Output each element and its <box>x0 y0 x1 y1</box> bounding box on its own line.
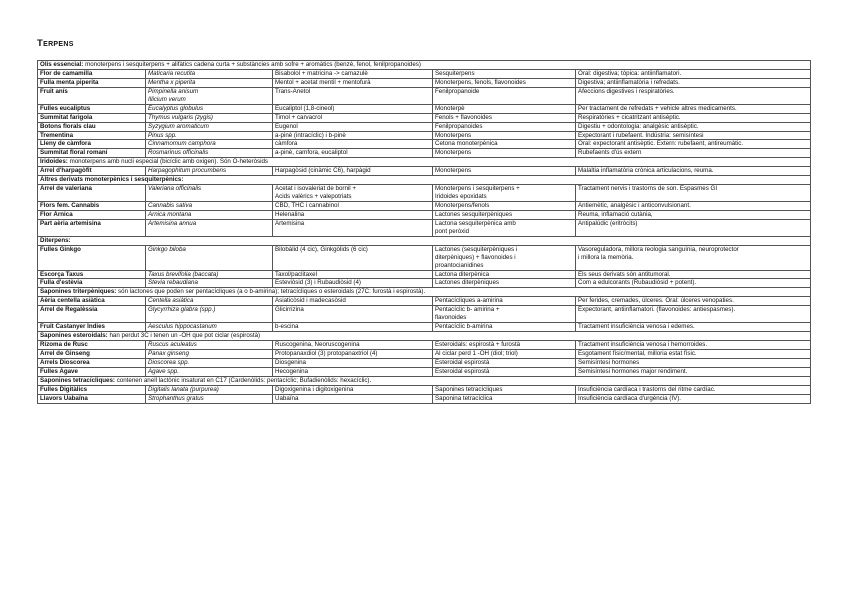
cell-latin-name: Ginkgo biloba <box>146 245 273 270</box>
cell-latin-name: Agave spp. <box>146 367 273 376</box>
cell-plant-part: Fulles Digitàlics <box>38 385 146 394</box>
cell-plant-part: Fruit anís <box>38 87 146 104</box>
cell-latin-name: Glycyrrhiza glabra (spp.) <box>146 306 273 323</box>
cell-uses: Expectorant i rubefaent. Indústria: semisíntesi <box>576 131 811 140</box>
cell-uses: Expectorant, antiinflamatori. (flavonoides: antiespasmes). <box>576 306 811 323</box>
section-header <box>38 332 811 341</box>
cell-compounds: Taxol/paclitaxel <box>273 270 433 279</box>
section-label: Saponines tetracícliques: <box>40 376 115 384</box>
section-label: Saponines esteroidals: <box>40 332 108 340</box>
cell-uses: Tractament insuficiència venosa i edemes. <box>576 323 811 332</box>
table-row <box>38 210 811 219</box>
cell-chemical-class: Pentacíclic b-amirina <box>433 323 576 332</box>
cell-plant-part: Llavors Uabaïna <box>38 394 146 403</box>
cell-latin-name: Ruscus aculeatus <box>146 341 273 350</box>
section-description: han perdut 3C i tenen un -OH que pot ciclar (espirostà) <box>107 332 261 340</box>
cell-plant-part: Flors fem. Cannabis <box>38 202 146 211</box>
cell-compounds: CBD, THC i cannabinol <box>273 202 433 211</box>
cell-plant-part: Botons florals clau <box>38 122 146 131</box>
cell-plant-part: Summitat floral romaní <box>38 149 146 158</box>
table-row <box>38 367 811 376</box>
cell-compounds: càmfora <box>273 140 433 149</box>
cell-compounds: Timol + carvacrol <box>273 113 433 122</box>
cell-plant-part: Fulla menta piperita <box>38 78 146 87</box>
cell-uses: Vasoreguladora, millora reologia sanguínia, neuroprotector i millora la memòria. <box>576 245 811 270</box>
cell-latin-name: Maticaria recutita <box>146 69 273 78</box>
section-row <box>38 61 811 70</box>
table-row <box>38 219 811 236</box>
cell-compounds: b-escina <box>273 323 433 332</box>
cell-chemical-class: Monoterpens <box>433 167 576 176</box>
cell-compounds: Mentol + acetat mentil + mentofurà <box>273 78 433 87</box>
cell-chemical-class: Monoterpens, fenols, flavonoides <box>433 78 576 87</box>
cell-plant-part: Fulla d'estèvia <box>38 279 146 288</box>
table-row <box>38 245 811 270</box>
table-row <box>38 341 811 350</box>
cell-uses: Tractament nervis i trastorns de son. Espasmes GI <box>576 185 811 202</box>
cell-latin-name: Dioscorea spp. <box>146 358 273 367</box>
cell-compounds: Esteviòsid (3) i Rubaudiòsid (4) <box>273 279 433 288</box>
cell-chemical-class: Sesquiterpens <box>433 69 576 78</box>
cell-chemical-class: Saponina tetracíclica <box>433 394 576 403</box>
cell-plant-part: Rizoma de Rusc <box>38 341 146 350</box>
cell-compounds: Protopanaxdiol (3) protopanaxtriol (4) <box>273 349 433 358</box>
cell-latin-name: Arnica montana <box>146 210 273 219</box>
cell-plant-part: Lleny de càmfora <box>38 140 146 149</box>
cell-latin-name: Artemisina annua <box>146 219 273 236</box>
section-row <box>38 376 811 385</box>
section-label: Altres derivats monoterpènics i sesquiterpènics: <box>40 176 184 184</box>
cell-chemical-class: Lactones sesquiterpèniques <box>433 210 576 219</box>
cell-chemical-class: Lactones diterpèniques <box>433 279 576 288</box>
cell-latin-name: Stevia rebaudiana <box>146 279 273 288</box>
cell-uses: Antiemètic, analgèsic i anticonvulsionant. <box>576 202 811 211</box>
cell-uses: Semisíntesi hormones <box>576 358 811 367</box>
cell-plant-part: Fulles Ginkgo <box>38 245 146 270</box>
cell-compounds: Uabaïna <box>273 394 433 403</box>
terpens-table <box>37 60 811 404</box>
cell-plant-part: Arrel de valeriana <box>38 185 146 202</box>
cell-compounds: Trans-Anetol <box>273 87 433 104</box>
cell-uses: Digestiva; antiinflamatòria i refredats. <box>576 78 811 87</box>
table-row <box>38 113 811 122</box>
cell-latin-name: Valeriana officinalis <box>146 185 273 202</box>
cell-compounds: Eugenol <box>273 122 433 131</box>
cell-latin-name: Cinnamomum camphora <box>146 140 273 149</box>
cell-uses: Respiratòries + cicatritzant antisèptic. <box>576 113 811 122</box>
cell-chemical-class: Monoterpens/fenols <box>433 202 576 211</box>
cell-uses: Per tractament de refredats + vehicle altres medicaments. <box>576 104 811 113</box>
cell-uses: Digestiu + odontologia: analgèsic antisèptic. <box>576 122 811 131</box>
cell-compounds: Bilobàlid (4 cic), Ginkgòlids (6 cic) <box>273 245 433 270</box>
cell-latin-name: Centella asiàtica <box>146 297 273 306</box>
table-row <box>38 131 811 140</box>
cell-compounds: Harpagòsid (cinàmic C6), harpàgid <box>273 167 433 176</box>
cell-plant-part: Flor Àrnica <box>38 210 146 219</box>
cell-chemical-class: Fenilpropanoides <box>433 122 576 131</box>
table-row <box>38 306 811 323</box>
cell-chemical-class: Fenilpropanoide <box>433 87 576 104</box>
cell-latin-name: Cannabis sativa <box>146 202 273 211</box>
terpens-table-body <box>38 61 811 404</box>
cell-compounds: Digoxigenina i digitoxigenina <box>273 385 433 394</box>
cell-latin-name: Aesculus hippocastanum <box>146 323 273 332</box>
cell-plant-part: Arrels Dioscorea <box>38 358 146 367</box>
cell-chemical-class: Monoterpè <box>433 104 576 113</box>
cell-uses: Reuma, inflamació cutània, <box>576 210 811 219</box>
cell-uses: Com a edulcorants (Rubaudiòsid + potent). <box>576 279 811 288</box>
table-row <box>38 140 811 149</box>
cell-plant-part: Fruit Castanyer Índies <box>38 323 146 332</box>
cell-uses: Malaltia inflamatòria crònica articulacions, reuma. <box>576 167 811 176</box>
table-row <box>38 279 811 288</box>
section-description: contenen anell lactònic insaturat en C17 (Cardenòlids: pentacíclic; Bufadienòlids: hexacíclic). <box>114 376 372 384</box>
cell-compounds: Diosgenina <box>273 358 433 367</box>
section-label: Iridoides: <box>40 158 68 166</box>
cell-chemical-class: Esteroidal espirostà <box>433 358 576 367</box>
cell-plant-part: Aèria centella asiàtica <box>38 297 146 306</box>
table-row <box>38 385 811 394</box>
section-row <box>38 158 811 167</box>
section-label: Saponines triterpèniques: <box>40 288 117 296</box>
cell-compounds: Ruscogenina, Neoruscogenina <box>273 341 433 350</box>
cell-latin-name: Pimpinella anisum Illicium verum <box>146 87 273 104</box>
cell-chemical-class: Lactona sesquiterpènica amb pont peròxid <box>433 219 576 236</box>
cell-latin-name: Digitalis lanata (purpurea) <box>146 385 273 394</box>
cell-compounds: Hecogenina <box>273 367 433 376</box>
cell-uses: Insuficiència cardíaca i trastorns del ritme cardíac. <box>576 385 811 394</box>
table-row <box>38 122 811 131</box>
cell-chemical-class: Lactones (sesquiterpèniques i diterpèniques) + flavonoides i proantocianidines <box>433 245 576 270</box>
section-label: Diterpens: <box>40 236 71 244</box>
cell-plant-part: Summitat farigola <box>38 113 146 122</box>
section-header <box>38 288 811 297</box>
section-header <box>38 176 811 185</box>
cell-uses: Esgotament físic/mental, milloria estat físic. <box>576 349 811 358</box>
cell-compounds: Artemisina <box>273 219 433 236</box>
cell-compounds: Asiaticòsid i madecasòsid <box>273 297 433 306</box>
cell-plant-part: Part aèria artemisina <box>38 219 146 236</box>
cell-compounds: Bisabolol + matricina -> camazulè <box>273 69 433 78</box>
cell-chemical-class: Cetona monoterpènica <box>433 140 576 149</box>
cell-chemical-class: Al ciclar perd 1 -OH (diol; triol) <box>433 349 576 358</box>
cell-compounds: Acetat i isovaleriat de bornil + Acids valèrics + valepotriats <box>273 185 433 202</box>
cell-latin-name: Harpagophitum procumbens <box>146 167 273 176</box>
cell-chemical-class: Monoterpens <box>433 131 576 140</box>
section-row <box>38 176 811 185</box>
table-row <box>38 358 811 367</box>
cell-compounds: Glicirrizina <box>273 306 433 323</box>
cell-plant-part: Escorça Taxus <box>38 270 146 279</box>
cell-uses: Insuficiència cardíaca d'urgència (IV). <box>576 394 811 403</box>
cell-compounds: a-pinè, camfora, eucaliptol <box>273 149 433 158</box>
cell-uses: Oral: digestiva; tòpica: antiinflamatori. <box>576 69 811 78</box>
table-row <box>38 87 811 104</box>
cell-plant-part: Flor de camamilla <box>38 69 146 78</box>
table-row <box>38 202 811 211</box>
cell-plant-part: Arrel d'harpagòfit <box>38 167 146 176</box>
cell-latin-name: Strophanthus gratus <box>146 394 273 403</box>
cell-plant-part: Arrel de Regalèssia <box>38 306 146 323</box>
section-description: són lactones que poden ser pentacícliques (a o b-amirina); tetracícliques o esteroidals (27C: furostà i espirostà). <box>116 288 426 296</box>
cell-compounds: Helenalina <box>273 210 433 219</box>
cell-uses: Per ferides, cremades, úlceres. Oral: úlceres venopaties. <box>576 297 811 306</box>
cell-uses: Antipalúdic (eritròcits) <box>576 219 811 236</box>
cell-plant-part: Arrel de Ginseng <box>38 349 146 358</box>
cell-latin-name: Taxus brevifolia (baccata) <box>146 270 273 279</box>
section-label: Olis essencial: <box>40 61 84 68</box>
cell-latin-name: Syzygium aromaticum <box>146 122 273 131</box>
cell-chemical-class: Saponines tetracícliques <box>433 385 576 394</box>
cell-latin-name: Mentha x piperita <box>146 78 273 87</box>
cell-chemical-class: Monoterpens <box>433 149 576 158</box>
cell-chemical-class: Monoterpens i sesquiterpens + Iridoides epoxidats <box>433 185 576 202</box>
section-header <box>38 158 811 167</box>
table-row <box>38 349 811 358</box>
table-row <box>38 167 811 176</box>
cell-uses: Oral: expectorant antisèptic. Extern: rubefaent, antireumàtic. <box>576 140 811 149</box>
section-row <box>38 236 811 245</box>
cell-uses: Tractament insuficiència venosa i hemorroides. <box>576 341 811 350</box>
cell-chemical-class: Lactona diterpènica <box>433 270 576 279</box>
section-header <box>38 376 811 385</box>
section-row <box>38 288 811 297</box>
cell-uses: Els seus derivats són antitumoral. <box>576 270 811 279</box>
cell-uses: Semisíntesi hormones major rendiment. <box>576 367 811 376</box>
cell-chemical-class: Fenols + flavonoides <box>433 113 576 122</box>
table-row <box>38 297 811 306</box>
cell-uses: Afeccions digestives i respiratòries. <box>576 87 811 104</box>
section-description: monoterpens i sesquiterpens + alifàtics cadena curta + substàncies amb sofre + aromàtics (benzè, fenol, fenilpropanoides) <box>83 61 421 68</box>
cell-chemical-class: Esteroidal espirostà <box>433 367 576 376</box>
table-row <box>38 185 811 202</box>
table-row <box>38 69 811 78</box>
cell-chemical-class: Esteroidals: espirostà + furostà <box>433 341 576 350</box>
table-row <box>38 323 811 332</box>
section-header <box>38 236 811 245</box>
table-row <box>38 270 811 279</box>
cell-compounds: Eucaliptol (1,8-cineol) <box>273 104 433 113</box>
cell-latin-name: Rosmarinus officinalis <box>146 149 273 158</box>
page-title: Terpens <box>37 38 74 49</box>
table-row <box>38 394 811 403</box>
cell-latin-name: Thymus vulgaris (zygis) <box>146 113 273 122</box>
table-row <box>38 104 811 113</box>
cell-chemical-class: Pentacíclic b- amirina + flavonoides <box>433 306 576 323</box>
cell-plant-part: Fulles eucaliptus <box>38 104 146 113</box>
table-row <box>38 149 811 158</box>
cell-plant-part: Fulles Agave <box>38 367 146 376</box>
cell-latin-name: Panax ginseng <box>146 349 273 358</box>
section-description: monoterpens amb nucli especial (bicíclic amb oxigen). Són O-heteròsids <box>67 158 269 166</box>
table-row <box>38 78 811 87</box>
section-header <box>38 61 811 70</box>
section-row <box>38 332 811 341</box>
cell-latin-name: Eucalyptus globulus <box>146 104 273 113</box>
cell-uses: Rubefaents d'ús extern <box>576 149 811 158</box>
cell-latin-name: Pinus spp. <box>146 131 273 140</box>
cell-plant-part: Trementina <box>38 131 146 140</box>
cell-chemical-class: Pentacícliques a-amirina <box>433 297 576 306</box>
cell-compounds: a-pinè (intracíclic) i b-pinè <box>273 131 433 140</box>
